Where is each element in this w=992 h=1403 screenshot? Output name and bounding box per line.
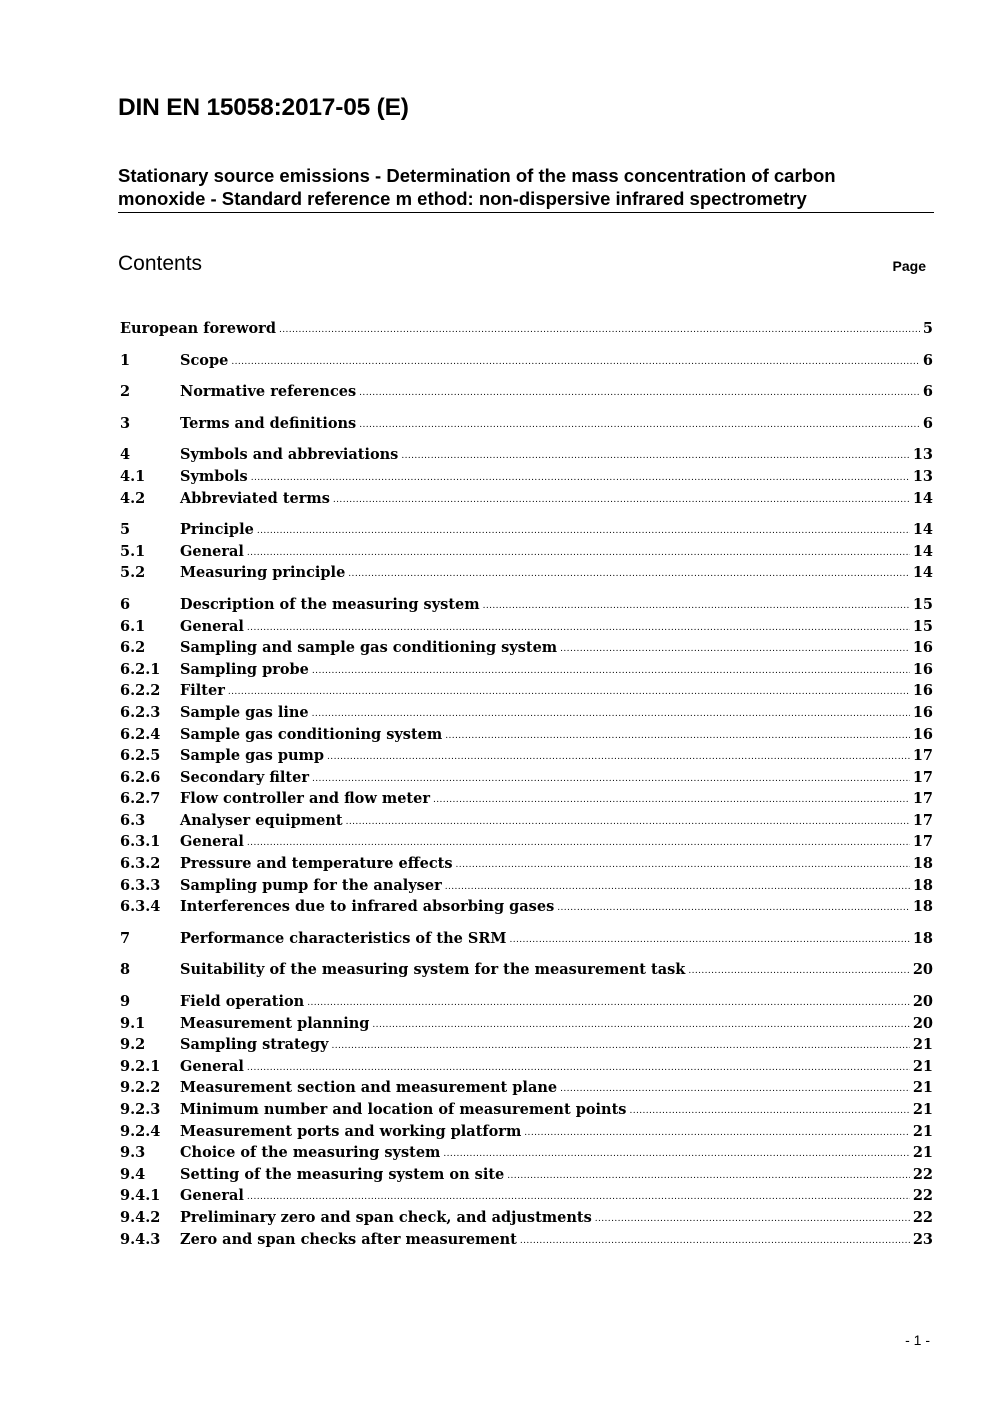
toc-entry-number: 6.2.2 <box>120 682 161 700</box>
toc-entry-number: 6 <box>120 595 131 613</box>
toc-entry-page: 23 <box>912 1230 933 1248</box>
toc-entry-number: 6.2.7 <box>120 790 161 808</box>
toc-entry-number: 4 <box>120 446 131 464</box>
toc-entry-page: 14 <box>912 521 933 539</box>
toc-entry-page: 16 <box>912 660 933 678</box>
toc-entry-page: 21 <box>912 1057 933 1075</box>
toc-entry-title: Scope <box>180 351 229 369</box>
toc-entry-title: Performance characteristics of the SRM <box>180 929 507 947</box>
toc-entry[interactable] <box>120 896 933 918</box>
toc-entry-page: 17 <box>912 747 933 765</box>
toc-entry-page: 5 <box>922 320 933 337</box>
toc-entry-page: 14 <box>912 542 933 560</box>
toc-entry-title: Symbols <box>180 467 248 485</box>
toc-entry[interactable] <box>120 1099 933 1121</box>
toc-entry-title: Measurement planning <box>180 1014 370 1032</box>
toc-entry-title: Setting of the measuring system on site <box>180 1165 505 1183</box>
toc-entry-page: 16 <box>912 682 933 700</box>
toc-entry-title: Sampling strategy <box>180 1036 329 1054</box>
toc-entry-number: 4.1 <box>120 467 146 485</box>
toc-entry-title: Flow controller and flow meter <box>180 790 430 808</box>
toc-entry-number: 6.2.1 <box>120 660 161 678</box>
toc-entry-page: 21 <box>912 1122 933 1140</box>
toc-entry-line <box>180 1229 933 1254</box>
toc-entry-title: Secondary filter <box>180 768 309 786</box>
toc-entry-title: Measurement section and measurement plane <box>180 1079 558 1097</box>
toc-entry-line <box>180 381 933 406</box>
toc-entry[interactable] <box>120 659 933 681</box>
toc-entry-number: 5 <box>120 521 131 539</box>
toc-entry-number: 6.3.1 <box>120 833 161 851</box>
toc-entry[interactable] <box>120 466 933 488</box>
toc-entry-page: 22 <box>912 1187 933 1205</box>
toc-entry-title: General <box>180 617 244 635</box>
toc-dot-leader <box>557 895 910 920</box>
toc-entry[interactable] <box>120 680 933 702</box>
toc-dot-leader <box>359 380 920 405</box>
toc-entry[interactable] <box>120 637 933 659</box>
toc-dot-leader <box>509 927 909 952</box>
toc-entry-number: 6.3.4 <box>120 898 161 916</box>
toc-entry[interactable] <box>120 702 933 724</box>
toc-entry-number: 4.2 <box>120 489 146 507</box>
document-code: DIN EN 15058:2017-05 (E) <box>118 94 409 121</box>
toc-entry[interactable] <box>120 541 933 563</box>
toc-entry-title: Field operation <box>180 993 305 1011</box>
toc-entry-page: 21 <box>912 1144 933 1162</box>
toc-entry-title: Abbreviated terms <box>180 489 330 507</box>
toc-entry-title: Measuring principle <box>180 564 346 582</box>
subtitle-line: Stationary source emissions - Determination of the mass concentration of carbon <box>118 165 836 186</box>
toc-entry-number: 6.2.3 <box>120 703 161 721</box>
toc-entry-title: General <box>180 1187 244 1205</box>
toc-dot-leader <box>279 317 920 342</box>
toc-entry[interactable] <box>120 1185 933 1207</box>
toc-entry-page: 17 <box>912 768 933 786</box>
toc-entry-page: 18 <box>912 855 933 873</box>
toc-entry-page: 21 <box>912 1036 933 1054</box>
toc-entry[interactable] <box>120 594 933 616</box>
toc-entry-title: Sampling pump for the analyser <box>180 876 442 894</box>
toc-entry-line <box>180 928 933 953</box>
toc-entry-title: General <box>180 542 244 560</box>
toc-entry-number: 9.1 <box>120 1014 146 1032</box>
toc-entry-page: 17 <box>912 790 933 808</box>
toc-entry[interactable] <box>120 562 933 584</box>
toc-entry[interactable] <box>120 381 933 403</box>
toc-entry-page: 6 <box>922 351 933 369</box>
toc-entry-number: 6.1 <box>120 617 146 635</box>
toc-entry[interactable] <box>120 788 933 810</box>
toc-entry[interactable] <box>120 767 933 789</box>
toc-entry-title: Zero and span checks after measurement <box>180 1230 517 1248</box>
toc-entry-title: Symbols and abbreviations <box>180 446 399 464</box>
toc-entry[interactable] <box>120 1034 933 1056</box>
toc-entry-number: 8 <box>120 961 131 979</box>
toc-entry-title: General <box>180 1057 244 1075</box>
toc-entry-page: 15 <box>912 617 933 635</box>
toc-entry-number: 6.3.3 <box>120 876 161 894</box>
footer-page-number: - 1 - <box>905 1332 930 1348</box>
toc-entry[interactable] <box>120 1121 933 1143</box>
toc-entry-line <box>180 413 933 438</box>
toc-entry-number: 9 <box>120 993 131 1011</box>
toc-entry-title: Filter <box>180 682 225 700</box>
toc-entry-page: 22 <box>912 1208 933 1226</box>
toc-entry[interactable] <box>120 831 933 853</box>
toc-entry[interactable] <box>120 991 933 1013</box>
toc-entry-page: 16 <box>912 639 933 657</box>
toc-entry[interactable] <box>120 810 933 832</box>
toc-entry-number: 6.2.5 <box>120 747 161 765</box>
toc-entry-title: Suitability of the measuring system for the measurement task <box>180 961 686 979</box>
toc-entry[interactable] <box>120 350 933 372</box>
toc-entry-title: Interferences due to infrared absorbing gases <box>180 898 555 916</box>
toc-entry[interactable] <box>120 1013 933 1035</box>
toc-entry-page: 6 <box>922 414 933 432</box>
page-column-label: Page <box>892 258 926 274</box>
toc-entry[interactable] <box>120 444 933 466</box>
toc-entry[interactable] <box>120 928 933 950</box>
toc-entry-page: 17 <box>912 833 933 851</box>
toc-dot-leader <box>348 561 910 586</box>
subtitle-line: monoxide - Standard reference m ethod: non-dispersive infrared spectrometry <box>118 188 807 209</box>
toc-entry-page: 21 <box>912 1079 933 1097</box>
toc-entry[interactable] <box>120 1229 933 1251</box>
toc-entry-title: Sample gas line <box>180 703 309 721</box>
toc-dot-leader <box>231 349 920 374</box>
document-subtitle <box>118 164 934 213</box>
toc-entry-line <box>180 896 933 921</box>
toc-entry-page: 16 <box>912 703 933 721</box>
toc-entry-page: 6 <box>922 383 933 401</box>
toc-entry[interactable] <box>120 1056 933 1078</box>
toc-entry-title: Analyser equipment <box>180 811 343 829</box>
toc-entry-title: Sampling and sample gas conditioning system <box>180 639 558 657</box>
toc-entry-title: Principle <box>180 521 254 539</box>
toc-entry-page: 18 <box>912 929 933 947</box>
toc-entry-title: General <box>180 833 244 851</box>
toc-entry-number: 6.3.2 <box>120 855 161 873</box>
toc-entry-title: Terms and definitions <box>180 414 357 432</box>
toc-entry-page: 20 <box>912 1014 933 1032</box>
toc-entry-title: Minimum number and location of measurement points <box>180 1101 627 1118</box>
toc-entry-title: Sampling probe <box>180 660 309 678</box>
toc-entry-number: 9.3 <box>120 1144 146 1162</box>
toc-entry[interactable] <box>120 875 933 897</box>
toc-entry[interactable] <box>120 1207 933 1229</box>
toc-entry[interactable] <box>120 519 933 541</box>
toc-entry-number: 9.4.2 <box>120 1208 161 1226</box>
toc-entry-page: 18 <box>912 876 933 894</box>
toc-entry-number: 1 <box>120 351 131 369</box>
toc-entry-number: 9.2.4 <box>120 1122 161 1140</box>
toc-entry-number: 9.4 <box>120 1165 146 1183</box>
toc-entry-number: 7 <box>120 929 131 947</box>
toc-entry[interactable] <box>120 1164 933 1186</box>
toc-entry-number: 6.3 <box>120 811 146 829</box>
toc-entry-number: 9.4.1 <box>120 1187 161 1205</box>
toc-entry-page: 13 <box>912 446 933 464</box>
toc-entry-page: 20 <box>912 961 933 979</box>
toc-entry[interactable] <box>120 1142 933 1164</box>
toc-entry-page: 14 <box>912 564 933 582</box>
toc-entry-number: 9.2.3 <box>120 1101 161 1118</box>
toc-entry-line <box>120 318 933 343</box>
toc-dot-leader <box>333 487 910 512</box>
toc-entry-line <box>180 959 933 984</box>
toc-entry-number: 2 <box>120 383 131 401</box>
toc-entry-page: 20 <box>912 993 933 1011</box>
toc-entry-line <box>180 562 933 587</box>
toc-entry-page: 16 <box>912 725 933 743</box>
toc-entry-number: 9.2.2 <box>120 1079 161 1097</box>
toc-entry-page: 18 <box>912 898 933 916</box>
toc-entry[interactable] <box>120 959 933 981</box>
toc-entry-title: Pressure and temperature effects <box>180 855 453 873</box>
toc-dot-leader <box>688 958 909 983</box>
toc-entry-page: 22 <box>912 1165 933 1183</box>
toc-entry[interactable] <box>120 724 933 746</box>
toc-entry-number: 3 <box>120 414 131 432</box>
toc-entry-title: Sample gas conditioning system <box>180 725 443 743</box>
toc-entry[interactable] <box>120 413 933 435</box>
toc-entry-title: Sample gas pump <box>180 747 325 765</box>
toc-entry-title: Choice of the measuring system <box>180 1144 441 1162</box>
toc-entry-page: 15 <box>912 595 933 613</box>
toc-dot-leader <box>520 1228 910 1253</box>
toc-entry-page: 13 <box>912 467 933 485</box>
toc-entry-number: 5.1 <box>120 542 146 560</box>
toc-entry-line <box>180 350 933 375</box>
toc-entry-number: 9.2 <box>120 1036 146 1054</box>
toc-entry-title: Normative references <box>180 383 357 401</box>
toc-entry-title: European foreword <box>120 320 276 337</box>
toc-entry[interactable] <box>120 488 933 510</box>
toc-entry-page: 17 <box>912 811 933 829</box>
toc-entry-line <box>180 488 933 513</box>
toc-entry-title: Description of the measuring system <box>180 595 480 613</box>
toc-entry-number: 5.2 <box>120 564 146 582</box>
contents-heading: Contents <box>118 252 203 275</box>
toc-entry-page: 14 <box>912 489 933 507</box>
toc-entry-title: Preliminary zero and span check, and adjustments <box>180 1208 592 1226</box>
toc-entry[interactable] <box>120 745 933 767</box>
toc-entry-number: 9.4.3 <box>120 1230 161 1248</box>
toc-entry[interactable] <box>120 1077 933 1099</box>
toc-dot-leader <box>359 412 920 437</box>
toc-entry-page: 21 <box>912 1101 933 1118</box>
table-of-contents <box>120 318 933 1250</box>
toc-entry-number: 9.2.1 <box>120 1057 161 1075</box>
toc-entry[interactable] <box>120 616 933 638</box>
toc-entry-number: 6.2.4 <box>120 725 161 743</box>
toc-entry-title: Measurement ports and working platform <box>180 1122 522 1140</box>
toc-entry[interactable] <box>120 318 933 340</box>
toc-entry[interactable] <box>120 853 933 875</box>
toc-entry-number: 6.2 <box>120 639 146 657</box>
toc-entry-number: 6.2.6 <box>120 768 161 786</box>
